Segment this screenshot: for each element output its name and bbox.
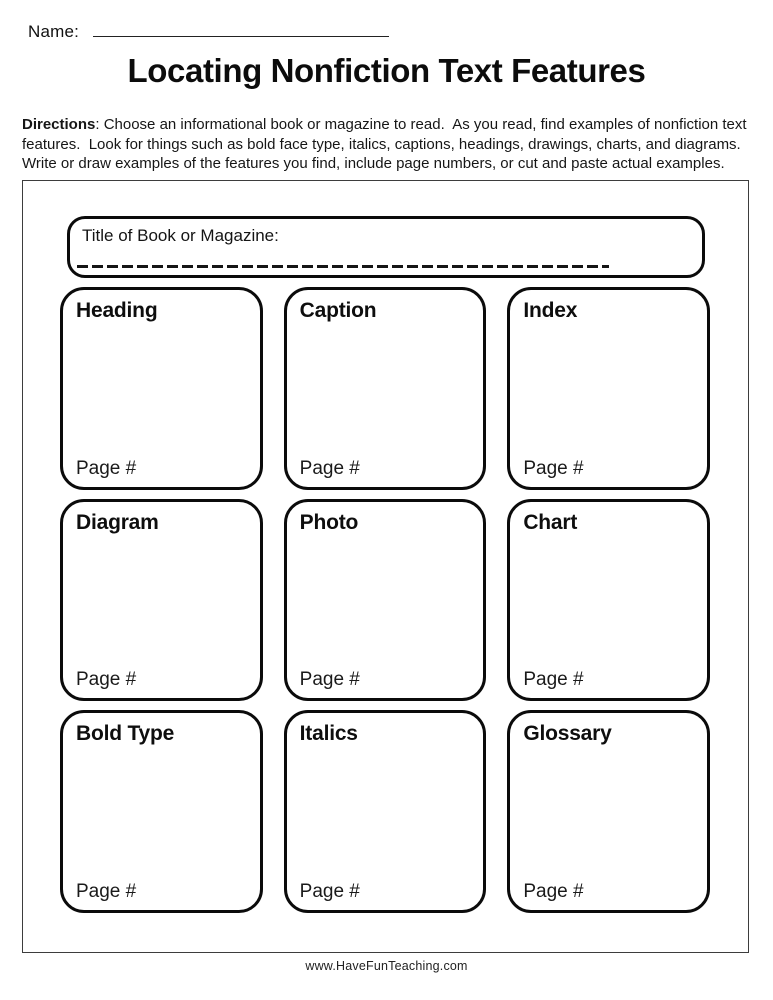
feature-box-label: Photo bbox=[299, 510, 359, 534]
page-number-label: Page # bbox=[299, 881, 360, 902]
directions-text: : Choose an informational book or magazine to read. As you read, find examples of nonfiction text features. Look for things such as bold face type, italics, captions, headings, drawings, charts, and diagrams. Write or draw examples of the features you find, include page numbers, or cut and paste actual examples. bbox=[22, 116, 751, 172]
feature-box-index bbox=[507, 287, 710, 490]
feature-box-label: Diagram bbox=[76, 510, 159, 534]
feature-box-label: Caption bbox=[299, 299, 377, 322]
page-number-label: Page # bbox=[523, 457, 584, 479]
feature-box-chart bbox=[507, 499, 710, 702]
worksheet-frame bbox=[22, 180, 749, 953]
page-number-label: Page # bbox=[523, 669, 584, 691]
book-title-write-line bbox=[77, 265, 609, 268]
name-label: Name: bbox=[28, 22, 80, 41]
feature-box-photo bbox=[284, 499, 487, 702]
feature-box-heading bbox=[60, 287, 263, 490]
feature-box-diagram bbox=[60, 499, 263, 702]
page-number-label: Page # bbox=[76, 881, 137, 902]
feature-box-caption bbox=[284, 287, 487, 490]
page-number-label: Page # bbox=[299, 669, 360, 691]
page-number-label: Page # bbox=[76, 457, 137, 479]
page-title: Locating Nonfiction Text Features bbox=[127, 52, 646, 89]
feature-box-bold-type bbox=[60, 710, 263, 913]
name-row bbox=[28, 22, 389, 42]
page-number-label: Page # bbox=[523, 881, 584, 902]
feature-box-glossary bbox=[507, 710, 710, 913]
feature-grid bbox=[60, 287, 710, 913]
directions bbox=[22, 115, 756, 174]
page-number-label: Page # bbox=[299, 457, 360, 479]
feature-box-label: Bold Type bbox=[76, 722, 175, 746]
feature-box-label: Italics bbox=[299, 722, 358, 746]
feature-box-label: Heading bbox=[76, 299, 158, 322]
book-title-label: Title of Book or Magazine: bbox=[82, 226, 279, 245]
feature-box-label: Chart bbox=[523, 510, 578, 534]
feature-box-italics bbox=[284, 710, 487, 913]
directions-label: Directions bbox=[22, 116, 96, 133]
feature-box-label: Glossary bbox=[523, 722, 612, 746]
name-write-line bbox=[93, 22, 389, 37]
page-number-label: Page # bbox=[76, 669, 137, 691]
book-title-box bbox=[67, 216, 705, 278]
feature-box-label: Index bbox=[523, 299, 578, 322]
footer-url: www.HaveFunTeaching.com bbox=[305, 959, 468, 973]
